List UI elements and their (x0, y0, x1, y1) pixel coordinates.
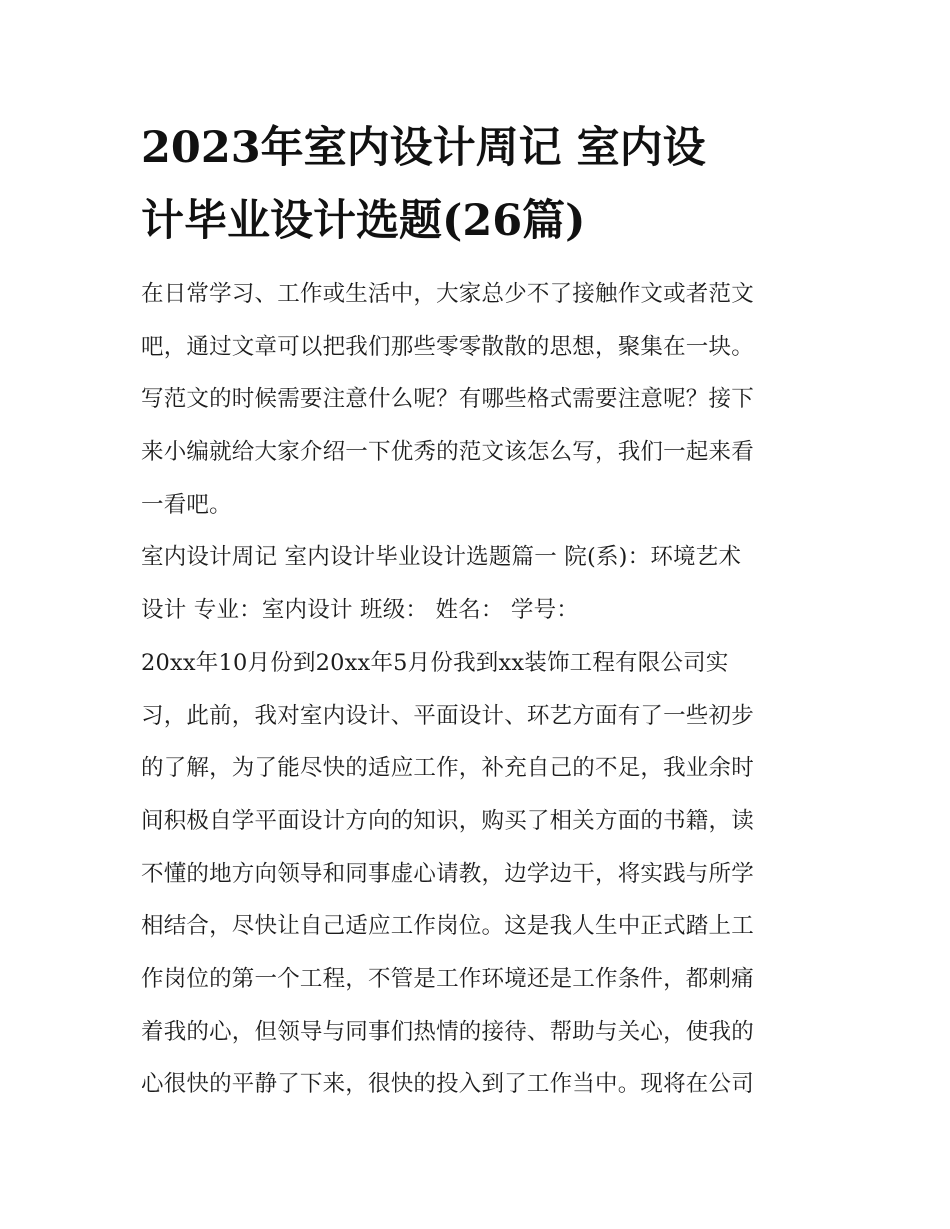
paragraph-line: 写范文的时候需要注意什么呢？有哪些格式需要注意呢？接下 (141, 386, 754, 413)
section-heading-paragraph (141, 531, 813, 636)
document-title (141, 112, 813, 258)
paragraph-line: 一看吧。 (141, 491, 232, 518)
paragraph-line: 20xx年10月份到20xx年5月份我到xx装饰工程有限公司实 (141, 649, 729, 676)
body-paragraph (141, 637, 813, 1111)
paragraph-line: 着我的心，但领导与同事们热情的接待、帮助与关心，使我的 (141, 1018, 754, 1045)
document-page (141, 112, 813, 1111)
paragraph-line: 不懂的地方向领导和同事虚心请教，边学边干，将实践与所学 (141, 860, 754, 887)
paragraph-line: 吧，通过文章可以把我们那些零零散散的思想，聚集在一块。 (141, 333, 754, 360)
paragraph-line: 的了解，为了能尽快的适应工作，补充自己的不足，我业余时 (141, 755, 754, 782)
paragraph-line: 心很快的平静了下来，很快的投入到了工作当中。现将在公司 (141, 1071, 754, 1098)
title-line: 2023年室内设计周记 室内设 (141, 123, 706, 173)
title-line: 计毕业设计选题(26篇) (141, 196, 586, 246)
paragraph-line: 室内设计周记 室内设计毕业设计选题篇一 院(系)：环境艺术 (141, 544, 742, 571)
paragraph-line: 作岗位的第一个工程，不管是工作环境还是工作条件，都刺痛 (141, 965, 754, 992)
paragraph-line: 来小编就给大家介绍一下优秀的范文该怎么写，我们一起来看 (141, 439, 754, 466)
paragraph-line: 设计 专业：室内设计 班级： 姓名： 学号： (141, 597, 580, 624)
document-body (141, 268, 813, 1111)
paragraph-line: 习，此前，我对室内设计、平面设计、环艺方面有了一些初步 (141, 702, 754, 729)
paragraph-line: 在日常学习、工作或生活中，大家总少不了接触作文或者范文 (141, 281, 754, 307)
intro-paragraph (141, 268, 813, 531)
paragraph-line: 相结合，尽快让自己适应工作岗位。这是我人生中正式踏上工 (141, 913, 754, 940)
paragraph-line: 间积极自学平面设计方向的知识，购买了相关方面的书籍，读 (141, 807, 754, 834)
